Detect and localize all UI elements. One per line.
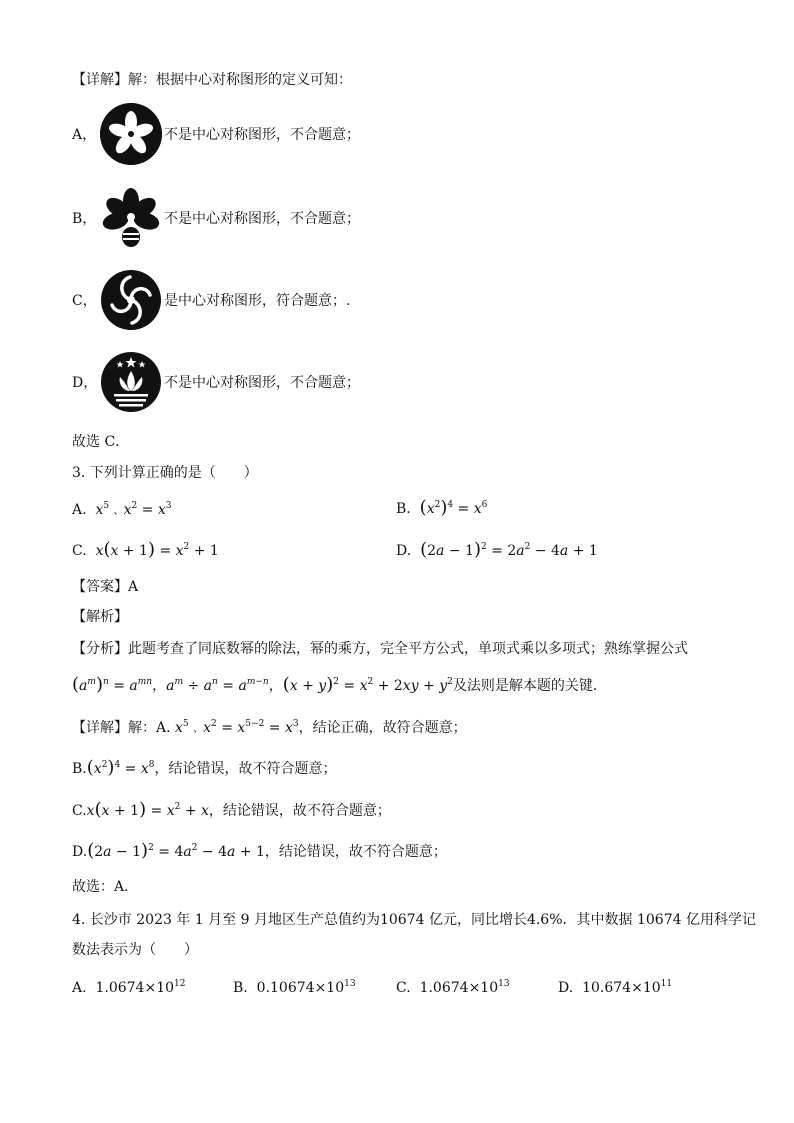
option-label: C. [72, 543, 87, 559]
mantissa: 0.10674 [256, 980, 315, 996]
q3-analysis-title: 【解析】 [72, 609, 128, 625]
q3-detail-b: $B.(x^2)^4 = x^8$，结论错误，故不符合题意； [72, 757, 337, 778]
detail-tail: ，结论错误，故不符合题意； [208, 803, 391, 819]
option-label: C， [72, 293, 97, 309]
detail-prefix: B. [72, 761, 87, 777]
q4-text: 亿元，同比增长 [424, 912, 527, 928]
q3-conclusion: 故选：A． [72, 879, 139, 895]
option-text: 不是中心对称图形，不合题意； [164, 211, 360, 227]
exponent: 13 [498, 979, 510, 989]
option-label: A. [72, 502, 87, 518]
bauhinia-flower-emblem-icon [100, 103, 162, 165]
q3-option-a: A. $x^5$ 、$x^2 = x^3$ [72, 501, 172, 518]
analysis-tail: 及法则是解本题的关键． [452, 678, 607, 694]
option-a-row [72, 102, 360, 166]
q4-percent: 4.6% [526, 912, 563, 928]
option-b-row [72, 186, 360, 250]
mantissa: 10.674 [582, 980, 632, 996]
q3-option-c: C. $x(x + 1) = x^2 + 1$ [72, 539, 219, 560]
detail-tail: ，结论正确，故符合题意； [298, 720, 467, 736]
swirl-phoenix-emblem-icon [100, 269, 162, 331]
q3-detail-a: 【详解】解：A. $x^5$ 、$x^2 = x^{5-2} = x^3$，结论正确，故符合题意； [72, 719, 467, 736]
q4-option-b: B. $0.10674\times 10^{13}$ [233, 979, 356, 996]
detail-tail: ，结论错误，故不符合题意； [264, 844, 447, 860]
q2-conclusion: 故选 C． [72, 434, 130, 450]
q3-stem: 3. 下列计算正确的是（ ） [72, 465, 258, 481]
option-label: C. [396, 980, 411, 996]
q4-option-a: A. $1.0674\times 10^{12}$ [72, 979, 186, 996]
flower-bee-emblem-icon [100, 187, 162, 249]
detail-prefix: 【详解】解：A. [72, 720, 171, 736]
exponent: 11 [660, 979, 673, 989]
mantissa: 1.0674 [95, 980, 145, 996]
option-d-row [72, 350, 360, 414]
option-label: A. [72, 980, 87, 996]
option-label: B， [72, 211, 97, 227]
q3-analysis-text: 【分析】此题考查了同底数幂的除法，幂的乘方，完全平方公式，单项式乘以多项式；熟练掌握公式 [72, 641, 688, 657]
option-label: D， [72, 375, 98, 391]
q3-answer: 【答案】A [72, 579, 139, 595]
option-label: B. [233, 980, 248, 996]
detail-prefix: C. [72, 803, 87, 819]
q4-option-c: C. $1.0674\times 10^{13}$ [396, 979, 510, 996]
q4-text: ．其中数据 10674 亿用科学记 [562, 912, 756, 928]
q4-stem-line1 [72, 910, 756, 930]
detail-intro: 【详解】解：根据中心对称图形的定义可知： [72, 72, 352, 88]
q3-option-b: B. $(x^2)^4 = x^6$ [396, 497, 488, 518]
option-label: B. [396, 501, 411, 517]
detail-prefix: D. [72, 844, 88, 860]
option-text: 不是中心对称图形，不合题意； [164, 375, 360, 391]
option-label: D. [396, 543, 412, 559]
q3-option-d: D. $(2a - 1)^2 = 2a^2 - 4a + 1$ [396, 539, 598, 560]
option-text: 是中心对称图形，符合题意；. [164, 293, 351, 309]
lotus-stars-emblem-icon [100, 351, 162, 413]
q4-stem-line2: 数法表示为（ ） [72, 942, 198, 958]
exponent: 12 [174, 979, 186, 989]
q3-detail-d: $D.(2a - 1)^2 = 4a^2 - 4a + 1$，结论错误，故不符合题意； [72, 840, 447, 861]
q3-analysis-formulas: $(a^m)^n = a^{mn}$，$a^m \div a^n = a^{m-n}$，$(x + y)^2 = x^2 + 2xy + y^2$及法则是解本题的关键． [72, 674, 607, 695]
q4-text: 4. 长沙市 2023 年 1 月至 9 月地区生产总值约为 [72, 912, 380, 928]
option-c-row [72, 268, 350, 332]
option-text: 不是中心对称图形，不合题意； [164, 127, 360, 143]
mantissa: 1.0674 [419, 980, 469, 996]
q3-detail-c: $C.x(x + 1) = x^2 + x$，结论错误，故不符合题意； [72, 799, 391, 820]
option-label: A， [72, 127, 97, 143]
detail-tail: ，结论错误，故不符合题意； [154, 761, 337, 777]
exponent: 13 [344, 979, 356, 989]
q4-option-d: D. $10.674\times 10^{11}$ [558, 979, 673, 996]
q4-number: 10674 [379, 912, 425, 928]
option-label: D. [558, 980, 574, 996]
